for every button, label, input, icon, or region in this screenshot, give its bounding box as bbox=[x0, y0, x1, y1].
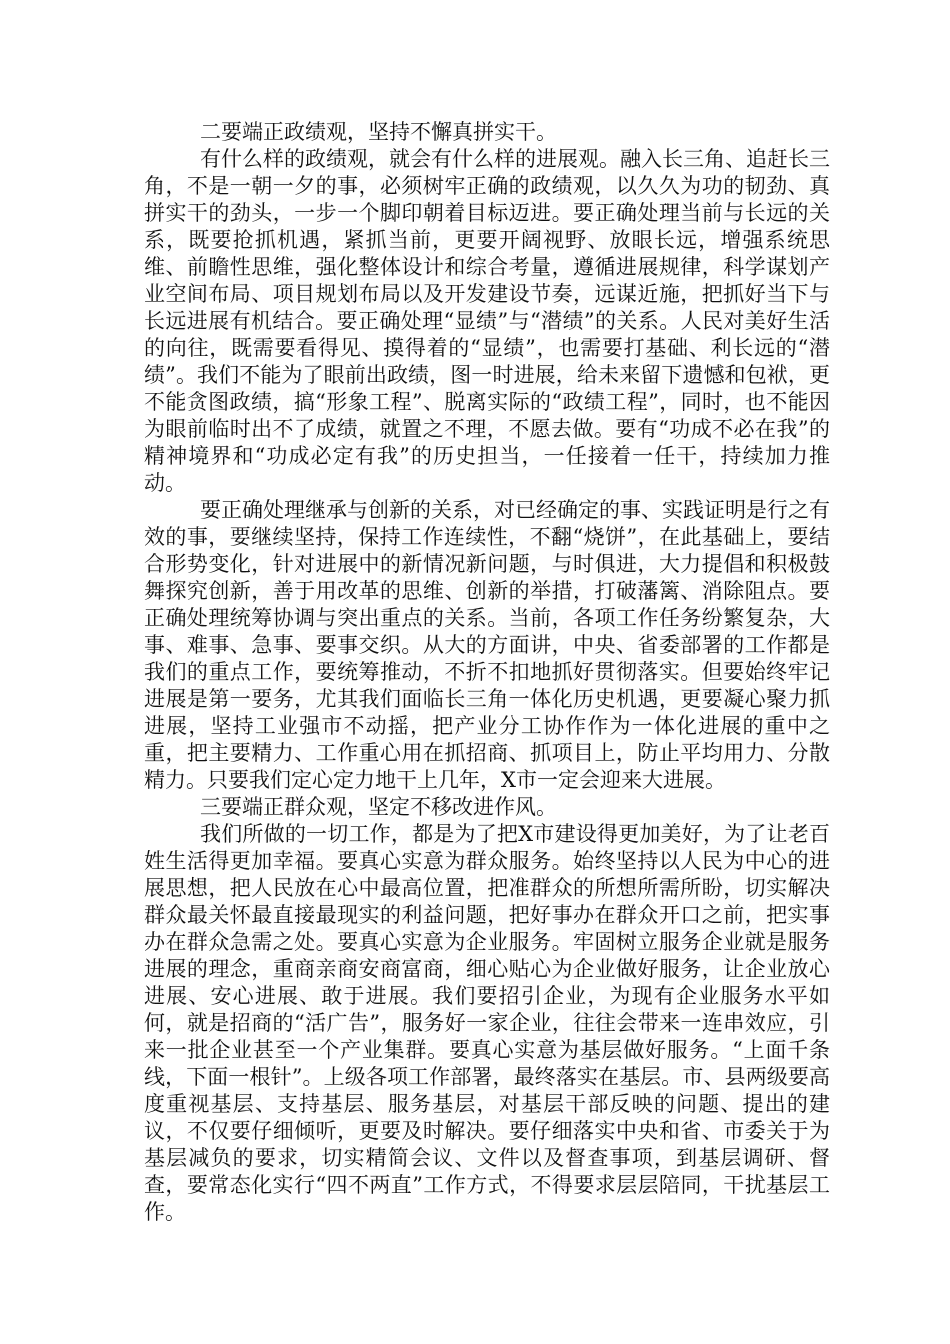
body-paragraph: 要正确处理继承与创新的关系，对已经确定的事、实践证明是行之有效的事，要继续坚持，保持工作连续性，不翻“烧饼”，在此基础上，要结合形势变化，针对进展中的新情况新问题，与时俱进，大力提倡和积极鼓舞探究创新，善于用改革的思维、创新的举措，打破藩篱、消除阻点。要正确处理统筹协调与突出重点的关系。当前，各项工作任务纷繁复杂，大事、难事、急事、要事交织。从大的方面讲，中央、省委部署的工作都是我们的重点工作，要统筹推动，不折不扣地抓好贯彻落实。但要始终牢记进展是第一要务，尤其我们面临长三角一体化历史机遇，更要凝心聚力抓进展，坚持工业强市不动摇，把产业分工协作作为一体化进展的重中之重，把主要精力、工作重心用在抓招商、抓项目上，防止平均用力、分散精力。只要我们定心定力地干上几年，X市一定会迎来大进展。 bbox=[144, 498, 830, 792]
body-paragraph: 有什么样的政绩观，就会有什么样的进展观。融入长三角、追赶长三角，不是一朝一夕的事，必须树牢正确的政绩观，以久久为功的韧劲、真拼实干的劲头，一步一个脚印朝着目标迈进。要正确处理当前与长远的关系，既要抢抓机遇，紧抓当前，更要开阔视野、放眼长远，增强系统思维、前瞻性思维，强化整体设计和综合考量，遵循进展规律，科学谋划产业空间布局、项目规划布局以及开发建设节奏，远谋近施，把抓好当下与长远进展有机结合。要正确处理“显绩”与“潜绩”的关系。人民对美好生活的向往，既需要看得见、摸得着的“显绩”，也需要打基础、利长远的“潜绩”。我们不能为了眼前出政绩，图一时进展，给未来留下遗憾和包袱，更不能贪图政绩，搞“形象工程”、脱离实际的“政绩工程”，同时，也不能因为眼前临时出不了成绩，就置之不理，不愿去做。要有“功成不必在我”的精神境界和“功成必定有我”的历史担当，一任接着一任干，持续加力推动。 bbox=[144, 147, 830, 495]
section-heading-2: 二要端正政绩观，坚持不懈真拼实干。 bbox=[200, 120, 557, 144]
document-body bbox=[144, 119, 830, 1226]
section-heading-3: 三要端正群众观，坚定不移改进作风。 bbox=[200, 795, 557, 819]
body-paragraph: 我们所做的一切工作，都是为了把X市建设得更加美好，为了让老百姓生活得更加幸福。要真心实意为群众服务。始终坚持以人民为中心的进展思想，把人民放在心中最高位置，把准群众的所想所需所盼，切实解决群众最关怀最直接最现实的利益问题，把好事办在群众开口之前，把实事办在群众急需之处。要真心实意为企业服务。牢固树立服务企业就是服务进展的理念，重商亲商安商富商，细心贴心为企业做好服务，让企业放心进展、安心进展、敢于进展。我们要招引企业，为现有企业服务水平如何，就是招商的“活广告”，服务好一家企业，往往会带来一连串效应，引来一批企业甚至一个产业集群。要真心实意为基层做好服务。“上面千条线，下面一根针”。上级各项工作部署，最终落实在基层。市、县两级要高度重视基层、支持基层、服务基层，对基层干部反映的问题、提出的建议，不仅要仔细倾听，更要及时解决。要仔细落实中央和省、市委关于为基层减负的要求，切实精简会议、文件以及督查事项，到基层调研、督查，要常态化实行“四不两直”工作方式，不得要求层层陪同，干扰基层工作。 bbox=[144, 822, 830, 1224]
